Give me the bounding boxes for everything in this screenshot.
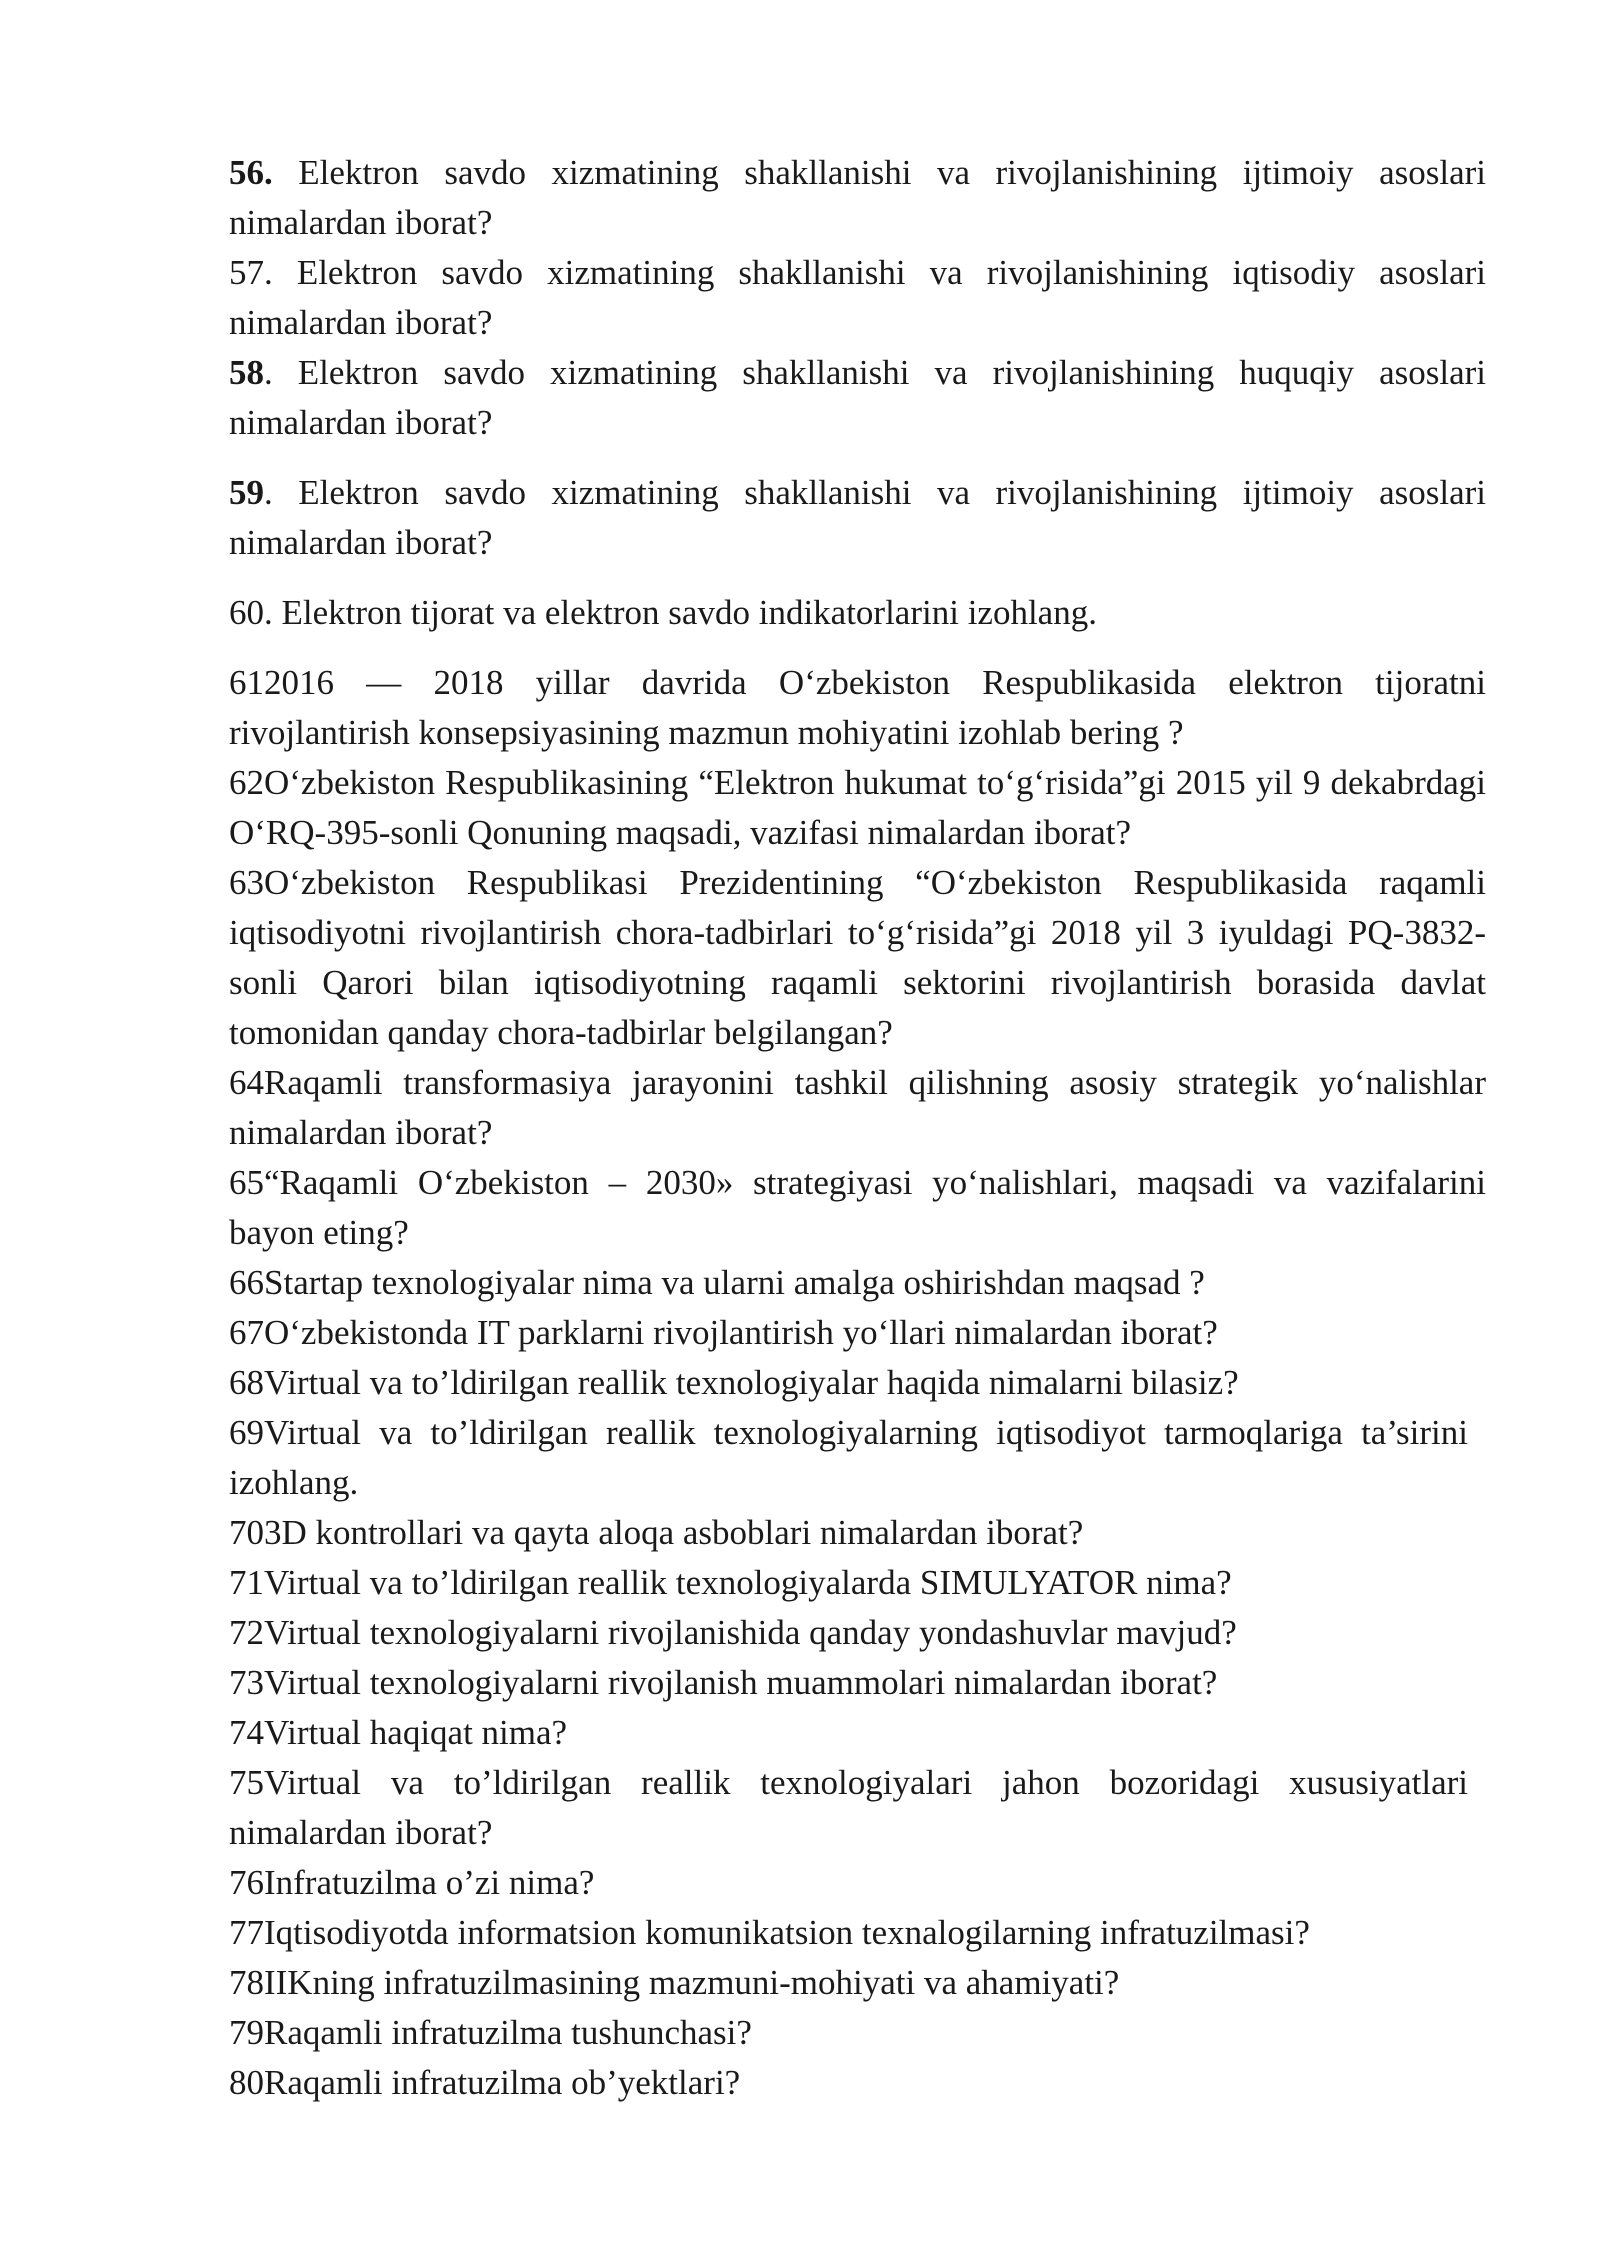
question-75: [229, 1758, 1486, 1858]
question-number: 60.: [229, 593, 273, 632]
question-text: Virtual texnologiyalarni rivojlanishida qanday yondashuvlar mavjud?: [264, 1613, 1237, 1652]
question-number: 62: [229, 763, 264, 802]
question-58: [229, 348, 1486, 448]
question-text: 3D kontrollari va qayta aloqa asboblari nimalardan iborat?: [264, 1513, 1084, 1552]
question-number: 59: [229, 473, 264, 512]
question-text: O‘zbekistonda IT parklarni rivojlantirish yo‘llari nimalardan iborat?: [264, 1313, 1218, 1352]
question-number: 69: [229, 1413, 264, 1452]
question-text: Infratuzilma o’zi nima?: [264, 1863, 595, 1902]
question-71: [229, 1558, 1486, 1608]
question-text: Elektron savdo xizmatining shakllanishi va rivojlanishining iqtisodiy asoslari nimalardan iborat?: [229, 253, 1486, 342]
question-text: Iqtisodiyotda informatsion komunikatsion texnalogilarning infratuzilmasi?: [264, 1913, 1310, 1952]
question-text: Virtual haqiqat nima?: [264, 1713, 568, 1752]
question-number: 70: [229, 1513, 264, 1552]
question-number: 73: [229, 1663, 264, 1702]
question-72: [229, 1608, 1486, 1658]
question-number: 74: [229, 1713, 264, 1752]
question-number: 65: [229, 1163, 264, 1202]
question-number: 58: [229, 353, 264, 392]
question-text: Elektron savdo xizmatining shakllanishi va rivojlanishining ijtimoiy asoslari nimalardan iborat?: [229, 153, 1486, 242]
question-number: 63: [229, 863, 264, 902]
question-number: 76: [229, 1863, 264, 1902]
question-59: [229, 468, 1486, 568]
question-text: Startap texnologiyalar nima va ularni amalga oshirishdan maqsad ?: [264, 1263, 1205, 1302]
question-79: [229, 2008, 1486, 2058]
question-70: [229, 1508, 1486, 1558]
question-number: 68: [229, 1363, 264, 1402]
question-number: 67: [229, 1313, 264, 1352]
question-text: Elektron tijorat va elektron savdo indikatorlarini izohlang.: [272, 593, 1097, 632]
question-number: 66: [229, 1263, 264, 1302]
question-73: [229, 1658, 1486, 1708]
question-number: 75: [229, 1763, 264, 1802]
question-62: [229, 758, 1486, 858]
question-66: [229, 1258, 1486, 1308]
question-text: 2016 — 2018 yillar davrida O‘zbekiston Respublikasida elektron tijoratni rivojlantirish konsepsiyasining mazmun mohiyatini izohlab bering ?: [229, 663, 1486, 752]
question-67: [229, 1308, 1486, 1358]
question-number: 71: [229, 1563, 264, 1602]
question-74: [229, 1708, 1486, 1758]
question-number: 78: [229, 1963, 264, 2002]
question-number: 57.: [229, 253, 273, 292]
question-text: IIKning infratuzilmasining mazmuni-mohiyati va ahamiyati?: [264, 1963, 1120, 2002]
question-number: 80: [229, 2063, 264, 2102]
question-number: 56.: [229, 153, 273, 192]
question-56: [229, 148, 1486, 248]
question-68: [229, 1358, 1486, 1408]
question-text: Virtual texnologiyalarni rivojlanish muammolari nimalardan iborat?: [264, 1663, 1218, 1702]
question-number: 61: [229, 663, 264, 702]
question-57: [229, 248, 1486, 348]
question-text: Virtual va to’ldirilgan reallik texnologiyalari jahon bozoridagi xususiyatlari nimalardan iborat?: [229, 1763, 1468, 1852]
question-text: Raqamli transformasiya jarayonini tashkil qilishning asosiy strategik yo‘nalishlar nimalardan iborat?: [229, 1063, 1486, 1152]
question-number: 64: [229, 1063, 264, 1102]
question-63: [229, 858, 1486, 1058]
question-78: [229, 1958, 1486, 2008]
question-number: 79: [229, 2013, 264, 2052]
question-text: Raqamli infratuzilma ob’yektlari?: [264, 2063, 741, 2102]
question-number: 77: [229, 1913, 264, 1952]
question-text: Virtual va to’ldirilgan reallik texnologiyalarda SIMULYATOR nima?: [264, 1563, 1232, 1602]
question-text: Virtual va to’ldirilgan reallik texnologiyalar haqida nimalarni bilasiz?: [264, 1363, 1239, 1402]
question-65: [229, 1158, 1486, 1258]
question-64: [229, 1058, 1486, 1158]
question-text: Raqamli infratuzilma tushunchasi?: [264, 2013, 752, 2052]
question-76: [229, 1858, 1486, 1908]
question-69: [229, 1408, 1486, 1508]
question-text: . Elektron savdo xizmatining shakllanishi va rivojlanishining ijtimoiy asoslari nimalardan iborat?: [229, 473, 1486, 562]
question-text: Virtual va to’ldirilgan reallik texnologiyalarning iqtisodiyot tarmoqlariga ta’sirini izohlang.: [229, 1413, 1468, 1502]
question-text: O‘zbekiston Respublikasi Prezidentining “O‘zbekiston Respublikasida raqamli iqtisodiyotni rivojlantirish chora-tadbirlari to‘g‘risida”gi 2018 yil 3 iyuldagi PQ-3832-sonli Qarori bilan iqtisodiyotning raqamli sektorini rivojlantirish borasida davlat tomonidan qanday chora-tadbirlar belgilangan?: [229, 863, 1486, 1052]
question-text: “Raqamli O‘zbekiston – 2030» strategiyasi yo‘nalishlari, maqsadi va vazifalarini bayon eting?: [229, 1163, 1486, 1252]
question-text: . Elektron savdo xizmatining shakllanishi va rivojlanishining huquqiy asoslari nimalardan iborat?: [229, 353, 1486, 442]
question-number: 72: [229, 1613, 264, 1652]
question-61: [229, 658, 1486, 758]
question-77: [229, 1908, 1486, 1958]
question-60: [229, 588, 1486, 638]
question-text: O‘zbekiston Respublikasining “Elektron hukumat to‘g‘risida”gi 2015 yil 9 dekabrdagi O‘RQ-395-sonli Qonuning maqsadi, vazifasi nimalardan iborat?: [229, 763, 1486, 852]
question-80: [229, 2058, 1486, 2108]
